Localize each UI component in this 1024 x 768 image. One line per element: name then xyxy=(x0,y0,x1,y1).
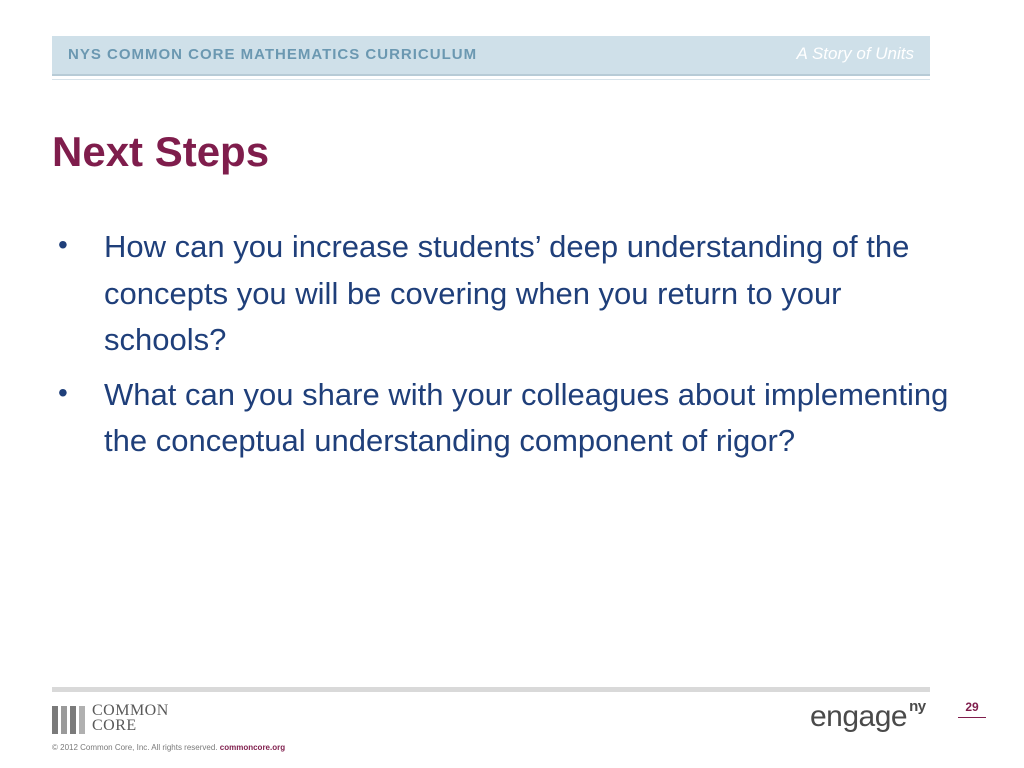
curriculum-title: NYS COMMON CORE MATHEMATICS CURRICULUM xyxy=(68,46,478,63)
header-divider xyxy=(52,79,930,80)
bullet-text: What can you share with your colleagues about implementing the conceptual understanding component of rigor? xyxy=(104,376,949,458)
page-number: 29 xyxy=(965,700,979,714)
header-bar xyxy=(52,36,930,76)
logo-line-common: COMMON xyxy=(92,702,169,719)
footer-divider xyxy=(52,687,930,692)
bullet-list xyxy=(52,224,972,473)
story-subtitle: A Story of Units xyxy=(796,44,914,63)
ny-superscript: ny xyxy=(909,698,926,715)
bullet-item xyxy=(52,224,972,364)
common-core-logo-text xyxy=(92,703,169,733)
bullet-marker: • xyxy=(58,376,68,408)
bullet-marker: • xyxy=(58,229,68,260)
slide-title: Next Steps xyxy=(52,128,270,175)
common-core-logo-icon xyxy=(52,706,86,734)
bullet-text: How can you increase students’ deep understanding of the concepts you will be covering when you return to your schools? xyxy=(104,229,910,357)
common-core-logo xyxy=(52,703,182,735)
bullet-item xyxy=(52,372,972,465)
page-number-underline xyxy=(958,717,986,718)
engageny-logo xyxy=(810,700,926,734)
copyright-notice xyxy=(52,743,285,752)
logo-line-core: CORE xyxy=(92,717,137,734)
copyright-text: © 2012 Common Core, Inc. All rights reserved. xyxy=(52,743,218,752)
engage-text: engage xyxy=(810,700,908,733)
site-link[interactable]: commoncore.org xyxy=(219,743,286,752)
